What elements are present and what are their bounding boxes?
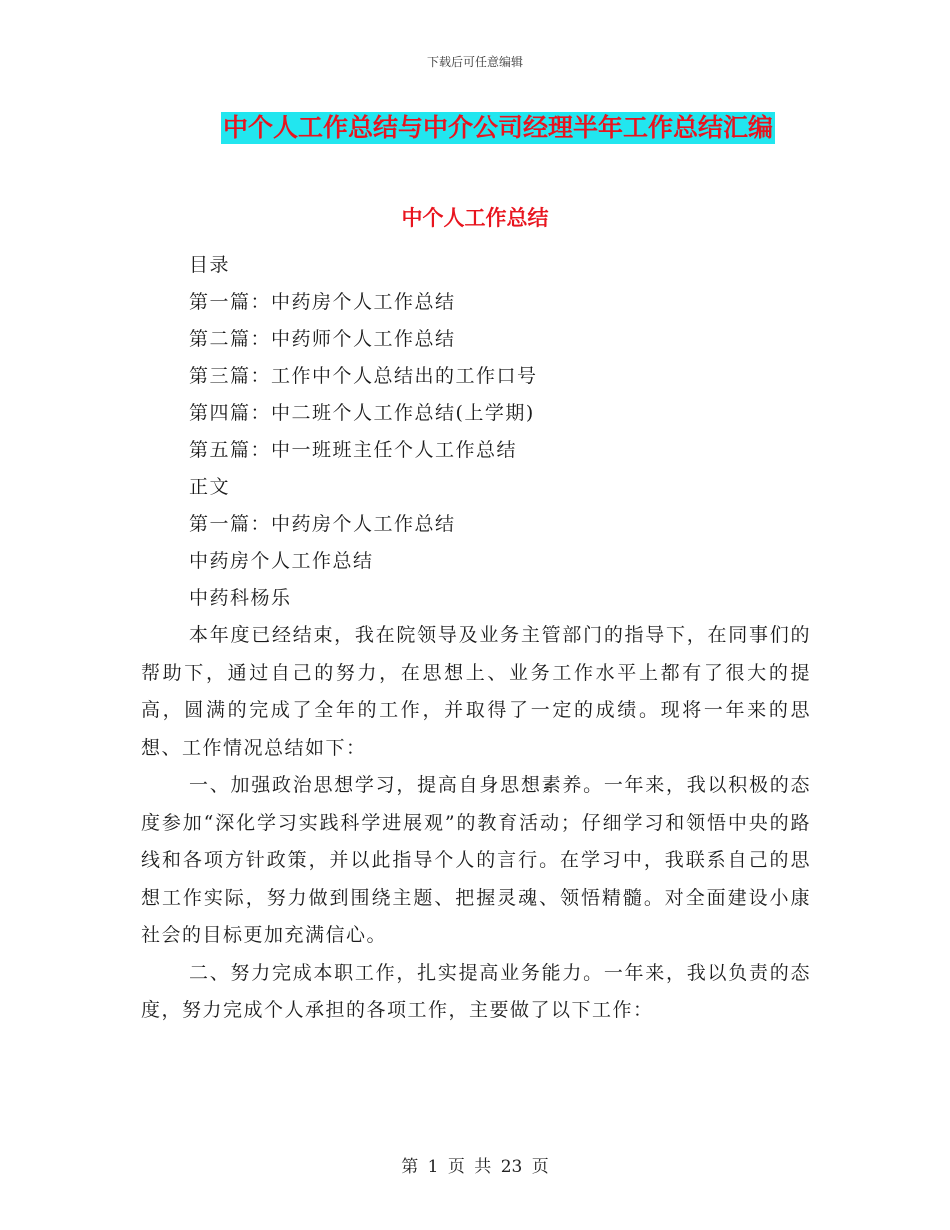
article-author: 中药科杨乐 bbox=[189, 587, 292, 609]
toc-item-4: 第四篇：中二班个人工作总结(上学期) bbox=[189, 402, 535, 424]
article-body bbox=[141, 617, 811, 1030]
document-sub-title: 中个人工作总结 bbox=[401, 206, 549, 230]
toc-item-3: 第三篇：工作中个人总结出的工作口号 bbox=[189, 365, 538, 387]
toc-item-5: 第五篇：中一班班主任个人工作总结 bbox=[189, 439, 518, 461]
page-number-footer: 第 1 页 共 23 页 bbox=[401, 1157, 549, 1177]
document-main-title bbox=[0, 112, 950, 144]
header-note: 下载后可任意编辑 bbox=[426, 55, 523, 69]
paragraph: 一、加强政治思想学习，提高自身思想素养。一年来，我以积极的态度参加“深化学习实践科学进展观”的教育活动；仔细学习和领悟中央的路线和各项方针政策，并以此指导个人的言行。在学习中，我联系自己的思想工作实际，努力做到围绕主题、把握灵魂、领悟精髓。对全面建设小康社会的目标更加充满信心。 bbox=[141, 774, 811, 946]
paragraph: 本年度已经结束，我在院领导及业务主管部门的指导下，在同事们的帮助下，通过自己的努力，在思想上、业务工作水平上都有了很大的提高，圆满的完成了全年的工作，并取得了一定的成绩。现将一年来的思想、工作情况总结如下： bbox=[141, 624, 811, 759]
toc-item-2: 第二篇：中药师个人工作总结 bbox=[189, 328, 456, 350]
body-heading: 正文 bbox=[189, 476, 231, 498]
toc-item-1: 第一篇：中药房个人工作总结 bbox=[189, 291, 456, 313]
article-heading: 第一篇：中药房个人工作总结 bbox=[189, 513, 456, 535]
paragraph: 二、努力完成本职工作，扎实提高业务能力。一年来，我以负责的态度，努力完成个人承担的各项工作，主要做了以下工作： bbox=[141, 961, 811, 1021]
highlighted-title-text: 中个人工作总结与中介公司经理半年工作总结汇编 bbox=[222, 113, 773, 142]
table-of-contents bbox=[189, 247, 829, 617]
article-title: 中药房个人工作总结 bbox=[189, 550, 374, 572]
toc-heading: 目录 bbox=[189, 254, 231, 276]
